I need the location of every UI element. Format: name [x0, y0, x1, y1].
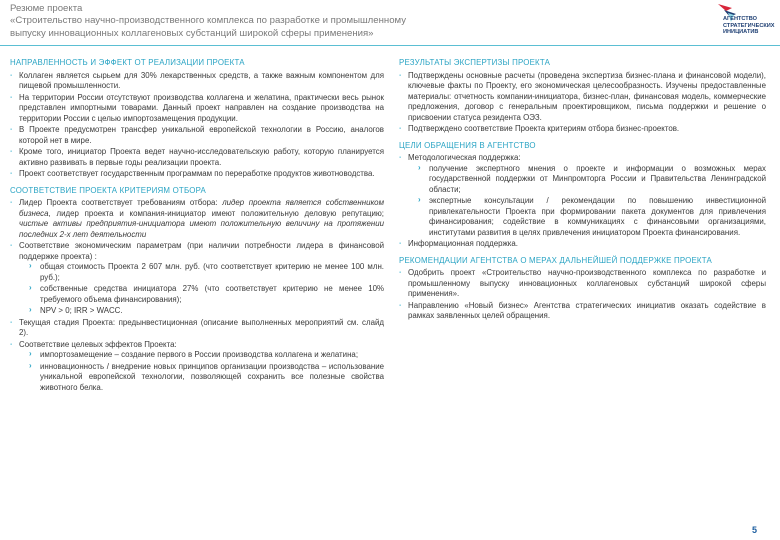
- list-item: ▪ Одобрить проект «Строительство научно-производственного комплекса по разработке и промышленному выпуску инновационных коллагеновых субстанций широкой сферы применения».: [399, 268, 766, 300]
- section-heading: СООТВЕТСТВИЕ ПРОЕКТА КРИТЕРИЯМ ОТБОРА: [10, 185, 206, 195]
- italic-text: чистые активы предприятия-инициатора имеют положительную величину на протяжении последних 2-х лет деятельности: [19, 219, 384, 239]
- bullet-list: [399, 71, 766, 135]
- list-item: ▪ Коллаген является сырьем для 30% лекарственных средств, а также важным компонентом для пищевой промышленности.: [10, 71, 384, 92]
- list-item: ▪ Подтверждено соответствие Проекта критериям отбора бизнес-проектов.: [399, 124, 766, 135]
- sub-list: [19, 262, 384, 317]
- sub-list-item: › собственные средства инициатора 27% (что соответствует критерию не менее 10% требуемого объема финансирования);: [19, 284, 384, 305]
- list-item: [10, 198, 384, 240]
- sub-list-item: › получение экспертного мнения о проекте и информации о возможных мерах государственной поддержки от Минпромторга России и Правительства Ленинградской области;: [408, 164, 766, 196]
- page-number: 5: [752, 525, 758, 535]
- list-item: [10, 241, 384, 317]
- logo-line: АГЕНТСТВО: [723, 16, 757, 22]
- logo-line: СТРАТЕГИЧЕСКИХ: [723, 22, 775, 29]
- header-label: Резюме проекта: [10, 3, 83, 14]
- sub-list: [19, 350, 384, 393]
- logo-line: ИНИЦИАТИВ: [723, 29, 759, 36]
- header-divider: [0, 45, 780, 46]
- list-item: ▪ Проект соответствует государственным программам по переработке продуктов животноводства.: [10, 169, 384, 180]
- list-item: ▪ Подтверждены основные расчеты (проведена экспертиза бизнес-плана и финансовой модели), ключевые факты по Проекту, его экономическая целесообразность. Изучены предоставленные материалы: отчетность компании-инициатора, бизнес-план, финансовая модель, коммерческие предложения, договор с генеральным проектировщиком, письма поддержки и решение о присвоении статуса резидента ОЭЗ.: [399, 71, 766, 124]
- list-item: [10, 340, 384, 394]
- right-column: [399, 58, 766, 328]
- bullet-list: [399, 268, 766, 322]
- header-title-line-1: «Строительство научно-производственного комплекса по разработке и промышленному: [10, 15, 407, 27]
- left-column: [10, 58, 384, 399]
- text: , лидер проекта и компания-инициатор имеют положительную деловую репутацию;: [48, 208, 384, 218]
- list-item: ▪ В Проекте предусмотрен трансфер уникальной европейской технологии в Россию, аналогов которой нет в мире.: [10, 125, 384, 146]
- list-item: ▪ Кроме того, инициатор Проекта ведет научно-исследовательскую работу, которую планируется активно развивать в первые годы реализации проекта.: [10, 147, 384, 168]
- sub-list-item: › общая стоимость Проекта 2 607 млн. руб. (что соответствует критерию не менее 100 млн. руб.);: [19, 262, 384, 283]
- text: Лидер Проекта соответствует требованиям отбора:: [19, 198, 223, 207]
- section-heading: НАПРАВЛЕННОСТЬ И ЭФФЕКТ ОТ РЕАЛИЗАЦИИ ПРОЕКТА: [10, 58, 245, 67]
- list-item: [399, 153, 766, 238]
- sub-list-item: › инновационность / внедрение новых принципов организации производства – использование уникальной европейской технологии, позволяющей сохранить все полезные свойства животного белка.: [19, 362, 384, 394]
- text: Соответствие целевых эффектов Проекта:: [19, 339, 177, 349]
- text: Соответствие экономическим параметрам (при наличии потребности лидера в финансовой поддержке проекта) :: [19, 241, 384, 261]
- bullet-list: [10, 198, 384, 393]
- list-item: ▪ На территории России отсутствуют производства коллагена и желатина, практически весь рынок представлен импортными товарами. Данный проект направлен на создание производства на территории России с целью импортозамещения продукции.: [10, 93, 384, 125]
- italic-text: лидер проекта является собственником бизнеса: [19, 198, 384, 218]
- section-heading: РЕЗУЛЬТАТЫ ЭКСПЕРТИЗЫ ПРОЕКТА: [399, 58, 551, 67]
- section-heading: РЕКОМЕНДАЦИИ АГЕНТСТВА О МЕРАХ ДАЛЬНЕЙШЕЙ ПОДДЕРЖКЕ ПРОЕКТА: [399, 255, 712, 265]
- sub-list-item: › NPV > 0; IRR > WACC.: [19, 306, 384, 317]
- section-heading: ЦЕЛИ ОБРАЩЕНИЯ В АГЕНТСТВО: [399, 140, 536, 150]
- list-item: ▪ Текущая стадия Проекта: предынвестиционная (описание выполненных мероприятий см. слайд 2).: [10, 318, 384, 339]
- agency-logo-text: [723, 16, 775, 36]
- bullet-list: [399, 153, 766, 250]
- header-title-line-2: выпуску инновационных коллагеновых субстанций широкой сферы применения»: [10, 27, 374, 39]
- bullet-list: [10, 71, 384, 180]
- list-item: ▪ Информационная поддержка.: [399, 239, 766, 250]
- slide-header: [10, 3, 406, 40]
- sub-list: [408, 164, 766, 239]
- sub-list-item: › импортозамещение – создание первого в России производства коллагена и желатина;: [19, 350, 384, 361]
- list-item: ▪ Направлению «Новый бизнес» Агентства стратегических инициатив оказать содействие в рамках заявленных целей обращения.: [399, 301, 766, 322]
- text: Методологическая поддержка:: [408, 153, 521, 162]
- sub-list-item: › экспертные консультации / рекомендации по повышению инвестиционной привлекательности Проекта при формировании пакета документов для привлечения финансирования; содействие в коммуникациях с финансовыми организациями, институтами развития в целях привлечения инициатором Проекта финансирования.: [408, 196, 766, 238]
